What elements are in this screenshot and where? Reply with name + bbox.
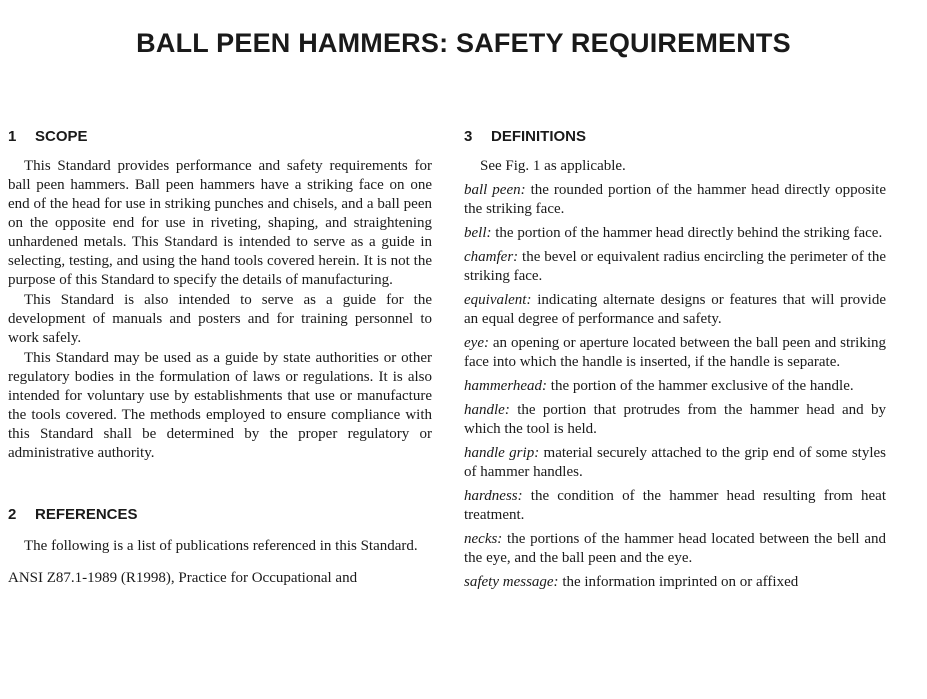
definition-term: ball peen: — [464, 182, 526, 198]
definition-term: chamfer: — [464, 249, 519, 265]
definitions-intro: See Fig. 1 as applicable. — [480, 158, 626, 174]
definition-item — [464, 487, 886, 525]
definition-text: the portion of the hammer head directly behind the striking face. — [491, 225, 883, 241]
definition-text: the portion that protrudes from the hammer head and by which the tool is held. — [464, 402, 886, 437]
definition-item — [464, 291, 886, 329]
definition-term: safety message: — [464, 574, 559, 590]
definition-term: bell: — [464, 225, 492, 241]
definition-text: the rounded portion of the hammer head directly opposite the striking face. — [464, 182, 886, 217]
definition-term: hammerhead: — [464, 378, 548, 394]
section-heading-references — [8, 506, 432, 523]
scope-paragraph: This Standard is also intended to serve as a guide for the development of manuals and posters and for training personnel to work safely. — [8, 292, 432, 346]
definition-text: the portions of the hammer head located between the bell and the eye, and the ball peen and the eye. — [464, 531, 886, 566]
definition-item — [464, 401, 886, 439]
definition-text: the information imprinted on or affixed — [558, 574, 799, 590]
definition-text: an opening or aperture located between the ball peen and striking face into which the handle is inserted, if the handle is separate. — [464, 335, 886, 370]
reference-entry: ANSI Z87.1-1989 (R1998), Practice for Occupational and — [8, 570, 358, 586]
definition-term: handle grip: — [464, 445, 540, 461]
definition-item — [464, 444, 886, 482]
section-title: SCOPE — [35, 128, 88, 145]
definition-item — [464, 377, 886, 396]
definitions-list — [464, 181, 886, 592]
definition-text: the bevel or equivalent radius encircling the perimeter of the striking face. — [464, 249, 886, 284]
references-intro: The following is a list of publications referenced in this Standard. — [24, 538, 418, 554]
definition-item — [464, 530, 886, 568]
definition-text: material securely attached to the grip end of some styles of hammer handles. — [464, 445, 886, 480]
definition-item — [464, 248, 886, 286]
section-number: 2 — [8, 506, 17, 523]
definition-item — [464, 334, 886, 372]
definition-item — [464, 224, 886, 243]
definition-term: necks: — [464, 531, 503, 547]
definition-text: indicating alternate designs or features that will provide an equal degree of performance and safety. — [464, 292, 886, 327]
definition-item — [464, 181, 886, 219]
definition-text: the condition of the hammer head resulting from heat treatment. — [464, 488, 886, 523]
definition-term: hardness: — [464, 488, 523, 504]
section-title: REFERENCES — [35, 506, 138, 523]
definition-term: equivalent: — [464, 292, 532, 308]
page-title: BALL PEEN HAMMERS: SAFETY REQUIREMENTS — [136, 28, 791, 58]
section-title: DEFINITIONS — [491, 128, 587, 145]
section-number: 1 — [8, 128, 17, 145]
section-number: 3 — [464, 128, 473, 145]
definition-item — [464, 573, 886, 592]
scope-paragraph: This Standard provides performance and safety requirements for ball peen hammers. Ball peen hammers have a striking face on one end of the head for use in striking punches and chisels, and a ball peen on the opposite end for use in riveting, shaping, and straightening unhardened metals. This Standard is intended to serve as a guide in selecting, testing, and using the hand tools covered herein. It is not the purpose of this Standard to specify the details of manufacturing. — [8, 158, 432, 288]
definition-term: handle: — [464, 402, 510, 418]
right-column — [464, 128, 886, 597]
left-column — [8, 128, 432, 588]
section-heading-scope — [8, 128, 432, 145]
section-heading-definitions — [464, 128, 886, 145]
definition-text: the portion of the hammer exclusive of the handle. — [547, 378, 854, 394]
scope-paragraph: This Standard may be used as a guide by state authorities or other regulatory bodies in the formulation of laws or regulations. It is also intended for voluntary use by establishments that use or manufacture the tools covered. The methods employed to ensure compliance with this Standard shall be determined by the proper regulatory or administrative authority. — [8, 350, 432, 461]
definition-term: eye: — [464, 335, 489, 351]
